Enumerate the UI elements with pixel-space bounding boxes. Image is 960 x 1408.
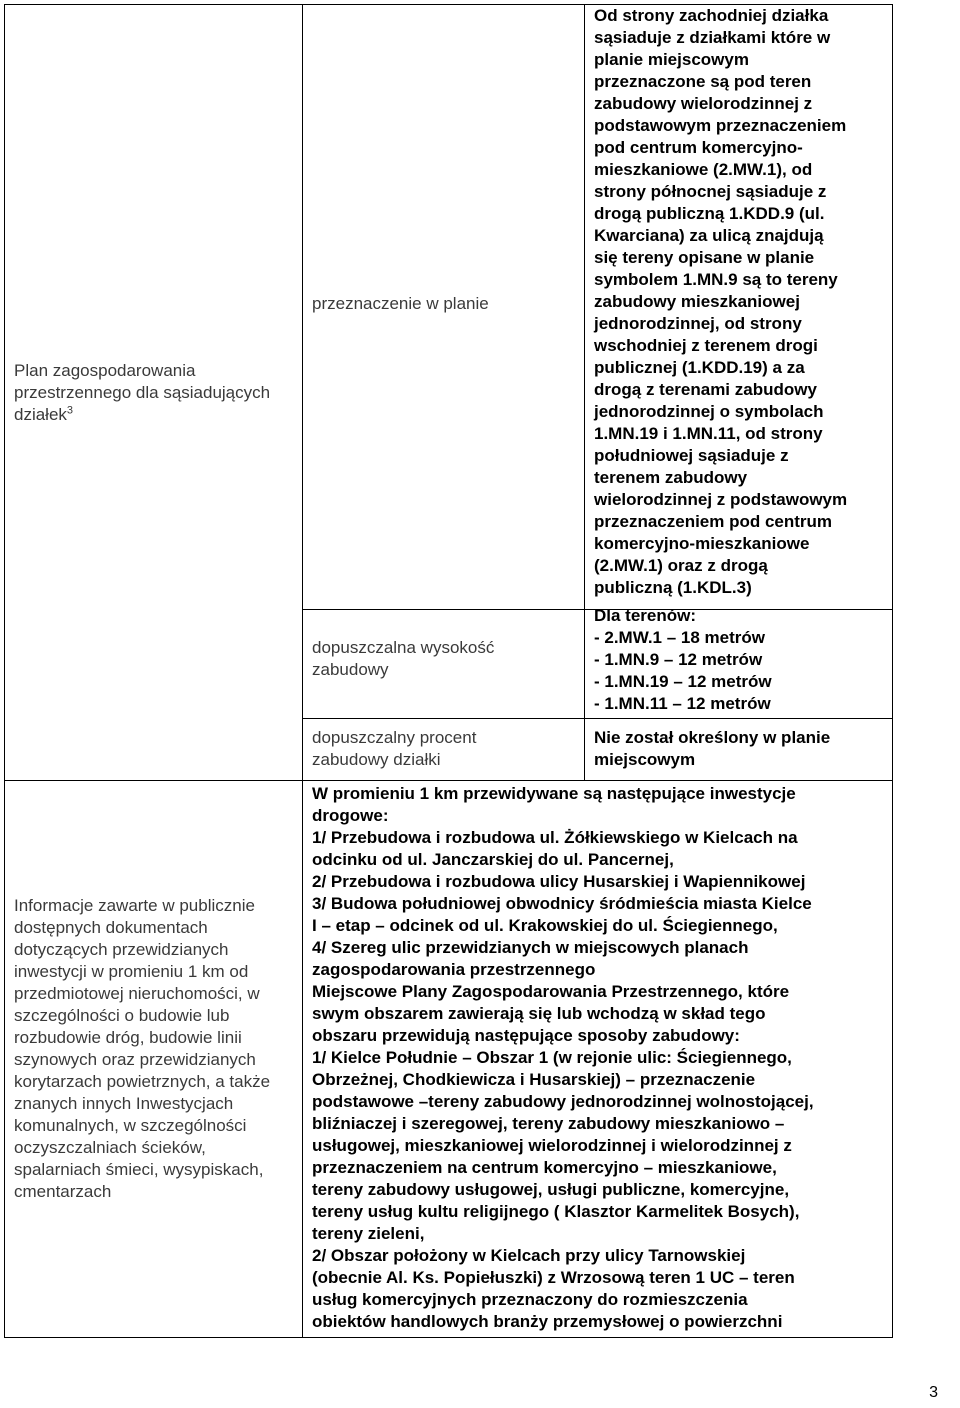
purpose-label: przeznaczenie w planie: [312, 294, 489, 313]
plan-heading-footnote: 3: [66, 404, 74, 417]
table-right-border: [892, 4, 893, 1338]
page-number: 3: [929, 1384, 938, 1401]
plan-heading: [14, 360, 294, 426]
row-divider-1: [4, 780, 893, 781]
col-divider-2: [584, 4, 585, 781]
purpose-value: Od strony zachodniej działka sąsiaduje z działkami które w planie miejscowym przeznaczone są pod teren zabudowy wielorodzinnej z podstawowym przeznaczeniem pod centrum komercyjno- mieszkaniowe (2.MW.1), od strony północnej sąsiaduje z drogą publiczną 1.KDD.9 (ul. Kwarciana) za ulicą znajdują się tereny opisane w planie symbolem 1.MN.9 są to tereny zabudowy mieszkaniowej jednorodzinnej, od strony wschodniej z terenem drogi publicznej (1.KDD.19) a za drogą z terenami zabudowy jednorodzinnej o symbolach 1.MN.19 i 1.MN.11, od strony południowej sąsiaduje z terenem zabudowy wielorodzinnej z podstawowym przeznaczeniem pod centrum komercyjno-mieszkaniowe (2.MW.1) oraz z drogą publiczną (1.KDL.3): [594, 6, 848, 597]
subrow-divider-2: [302, 718, 893, 719]
table-bottom-border: [4, 1337, 893, 1338]
investments-heading: Informacje zawarte w publicznie dostępnych dokumentach dotyczących przewidzianych inwestycji w promieniu 1 km od przedmiotowej nieruchomości, w szczególności o budowie lub rozbudowie dróg, budowie linii szynowych oraz przewidzianych korytarzach powietrznych, a także znanych innych Inwestycjach komunalnych, w szczególności oczyszczalniach ścieków, spalarniach śmieci, wysypiskach, cmentarzach: [14, 896, 271, 1201]
coverage-label: dopuszczalny procent zabudowy działki: [312, 728, 477, 769]
investments-value: W promieniu 1 km przewidywane są następujące inwestycje drogowe: 1/ Przebudowa i rozbudowa ul. Żółkiewskiego w Kielcach na odcinku od ul. Janczarskiej do ul. Pancernej, 2/ Przebudowa i rozbudowa ulicy Husarskiej i Wapiennikowej 3/ Budowa południowej obwodnicy śródmieścia miasta Kielce I – etap – odcinek od ul. Krakowskiej do ul. Ściegiennego, 4/ Szereg ulic przewidzianych w miejscowych planach zagospodarowania przestrzennego Miejscowe Plany Zagospodarowania Przestrzennego, które swym obszarem zawierają się lub wchodzą w skład tego obszaru przewidują następujące sposoby zabudowy: 1/ Kielce Południe – Obszar 1 (w rejonie ulic: Ściegiennego, Obrzeżnej, Chodkiewicza i Husarskiej) – przeznaczenie podstawowe –tereny zabudowy jednorodzinnej wolnostojącej, bliźniaczej i szeregowej, tereny zabudowy mieszkaniowo – usługowej, mieszkaniowej wielorodzinnej i wielorodzinnej z przeznaczeniem na centrum komercyjno – mieszkaniowe, tereny zabudowy usługowej, usługi publiczne, komercyjne, tereny usług kultu religijnego ( Klasztor Karmelitek Bosych), tereny zieleni, 2/ Obszar położony w Kielcach przy ulicy Tarnowskiej (obecnie Al. Ks. Popiełuszki) z Wrzosową teren 1 UC – teren usług komercyjnych przeznaczony do rozmieszczenia obiektów handlowych branży przemysłowej o powierzchni: [312, 784, 814, 1331]
plan-heading-text: Plan zagospodarowania przestrzennego dla sąsiadujących działek: [14, 361, 271, 424]
height-value: Dla terenów: - 2.MW.1 – 18 metrów - 1.MN.9 – 12 metrów - 1.MN.19 – 12 metrów - 1.MN.11 – 12 metrów: [594, 606, 772, 713]
col-divider-1: [302, 4, 303, 1338]
coverage-value: Nie został określony w planie miejscowym: [594, 728, 831, 769]
table-left-border: [4, 4, 5, 1338]
height-label: dopuszczalna wysokość zabudowy: [312, 638, 495, 679]
